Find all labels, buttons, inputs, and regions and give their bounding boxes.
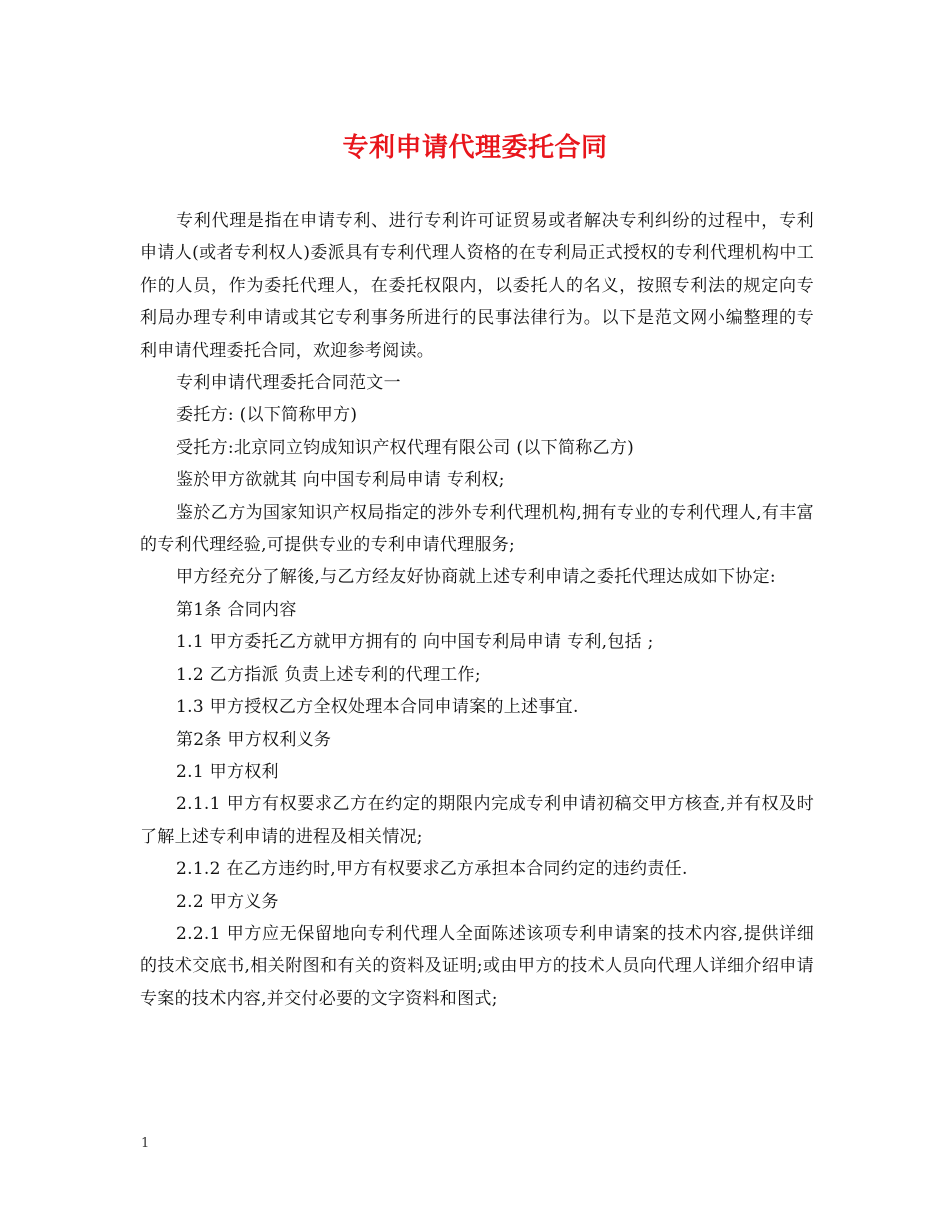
paragraph-whereas-1: 鉴於甲方欲就其 向中国专利局申请 专利权; (176, 470, 505, 491)
document-body (140, 205, 814, 1015)
paragraph-sample-heading: 专利申请代理委托合同范文一 (176, 373, 401, 394)
clause-2-1: 2.1 甲方权利 (176, 761, 279, 782)
clause-2-2: 2.2 甲方义务 (176, 891, 279, 912)
article-1-heading: 第1条 合同内容 (176, 599, 297, 620)
document-title: 专利申请代理委托合同 (342, 133, 608, 163)
paragraph-principal: 委托方: (以下简称甲方) (176, 405, 358, 426)
paragraph-intro: 专利代理是指在申请专利、进行专利许可证贸易或者解决专利纠纷的过程中，专利申请人(或者专利权人)委派具有专利代理人资格的在专利局正式授权的专利代理机构中工作的人员，作为委托代理人，在委托权限内，以委托人的名义，按照专利法的规定向专利局办理专利申请或其它专利事务所进行的民事法律行为。以下是范文网小编整理的专利申请代理委托合同，欢迎参考阅读。 (140, 211, 814, 361)
article-2-heading: 第2条 甲方权利义务 (176, 729, 332, 750)
clause-2-1-1: 2.1.1 甲方有权要求乙方在约定的期限内完成专利申请初稿交甲方核查,并有权及时了解上述专利申请的进程及相关情况; (140, 794, 814, 847)
clause-2-1-2: 2.1.2 在乙方违约时,甲方有权要求乙方承担本合同约定的违约责任. (176, 859, 688, 880)
clause-1-1: 1.1 甲方委托乙方就甲方拥有的 向中国专利局申请 专利,包括 ; (176, 632, 654, 653)
clause-1-3: 1.3 甲方授权乙方全权处理本合同申请案的上述事宜. (176, 697, 579, 718)
paragraph-whereas-2: 鉴於乙方为国家知识产权局指定的涉外专利代理机构,拥有专业的专利代理人,有丰富的专利代理经验,可提供专业的专利申请代理服务; (140, 502, 814, 556)
paragraph-agent: 受托方:北京同立钧成知识产权代理有限公司 (以下简称乙方) (176, 437, 635, 458)
page-number: 1 (141, 1136, 150, 1151)
paragraph-agreement: 甲方经充分了解後,与乙方经友好协商就上述专利申请之委托代理达成如下协定: (176, 567, 776, 588)
clause-2-2-1: 2.2.1 甲方应无保留地向专利代理人全面陈述该项专利申请案的技术内容,提供详细的技术交底书,相关附图和有关的资料及证明;或由甲方的技术人员向代理人详细介绍申请专案的技术内容,并交付必要的文字资料和图式; (140, 923, 814, 1009)
clause-1-2: 1.2 乙方指派 负责上述专利的代理工作; (176, 664, 481, 685)
